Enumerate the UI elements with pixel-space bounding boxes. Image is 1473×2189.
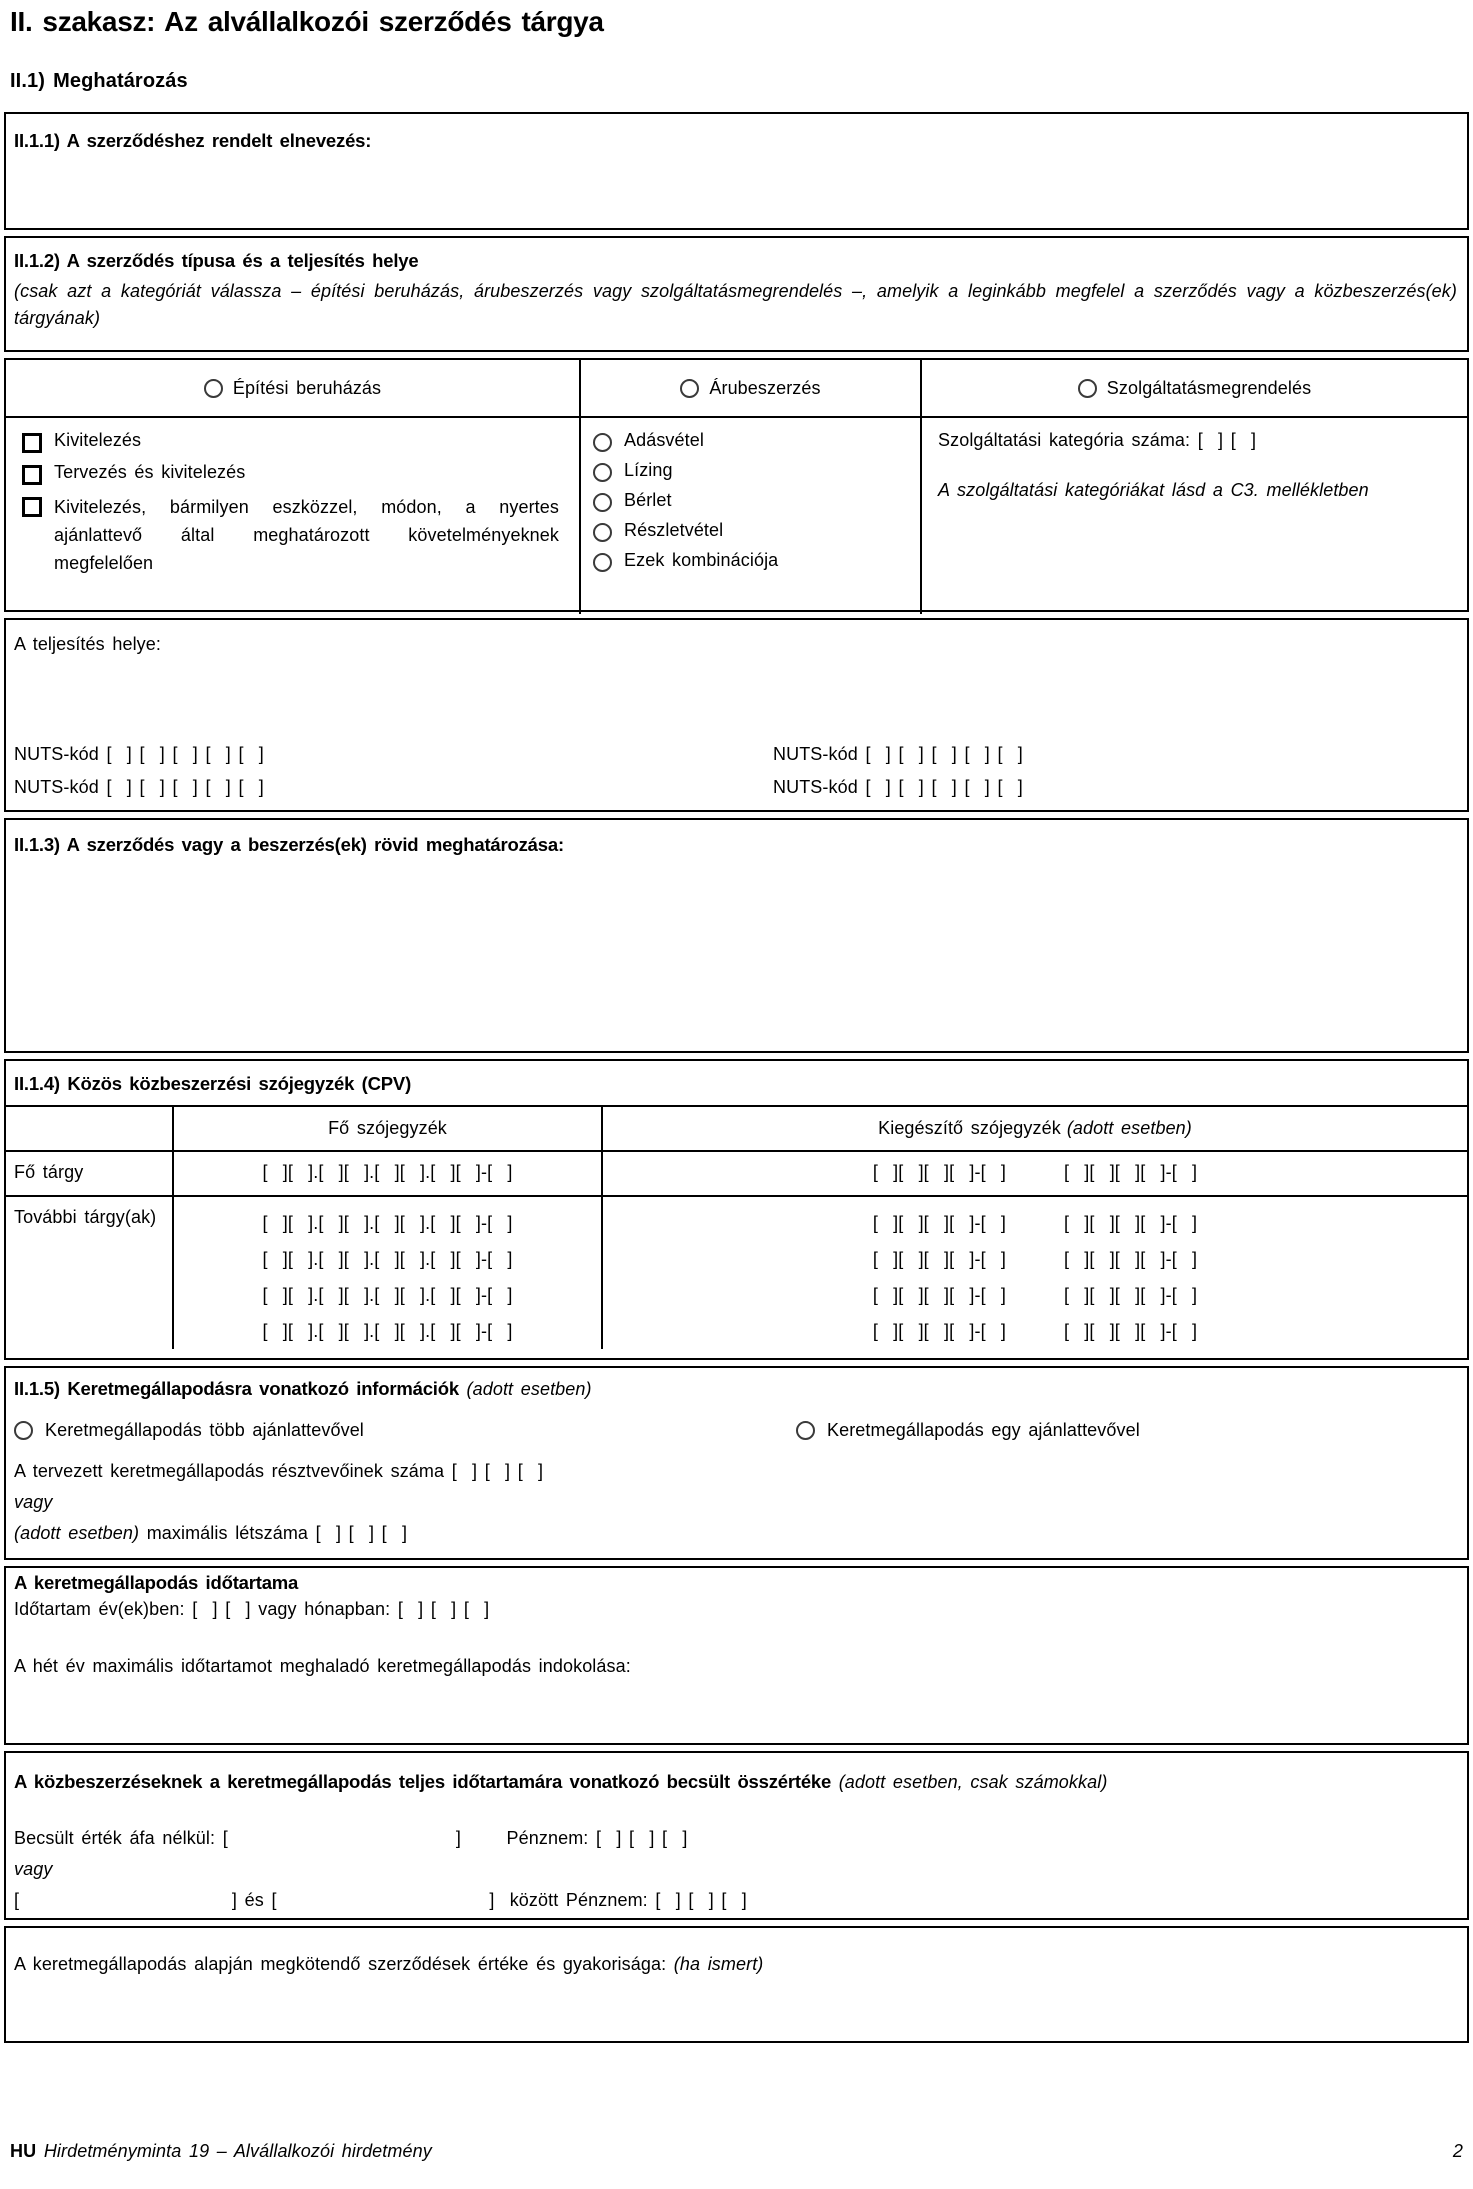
framework-multi-option[interactable]	[14, 1420, 364, 1441]
radio-icon[interactable]	[593, 523, 612, 542]
duration-years-field[interactable]: [ ] [ ]	[192, 1599, 251, 1619]
radio-icon[interactable]	[593, 553, 612, 572]
estimate-label: Becsült érték áfa nélkül:	[14, 1828, 223, 1848]
page-title: II. szakasz: Az alvállalkozói szerződés tárgya	[10, 6, 604, 37]
services-cell	[920, 418, 1467, 614]
supplies-options-cell	[579, 418, 920, 614]
range-between-label: között	[509, 1890, 559, 1910]
currency-field[interactable]: [ ] [ ] [ ]	[596, 1828, 688, 1848]
max-participants-label: maximális létszáma	[146, 1523, 309, 1543]
works-option-label: Kivitelezés	[54, 430, 142, 450]
cpv-row-additional-objects	[6, 1197, 1467, 1349]
framework-info-title-note: (adott esetben)	[466, 1379, 592, 1399]
nuts-row	[14, 744, 1459, 777]
range-min-field[interactable]: [ ]	[14, 1890, 238, 1910]
cpv-main-code-field[interactable]: [ ][ ].[ ][ ].[ ][ ].[ ][ ]-[ ]	[262, 1321, 513, 1341]
contract-type-note: (csak azt a kategóriát válassza – építési beruházás, árubeszerzés vagy szolgáltatásmegrendelés –, amelyik a leginkább megfelel a szerződés vagy a közbeszerzés(ek) tárgyának)	[14, 281, 1457, 328]
footer-doc-label: Hirdetményminta 19 – Alvállalkozói hirdetmény	[43, 2141, 432, 2161]
framework-duration-title: A keretmegállapodás időtartama	[14, 1572, 299, 1593]
or-label: vagy	[14, 1492, 53, 1512]
box-place-of-performance	[4, 618, 1469, 812]
place-label: A teljesítés helye:	[14, 634, 161, 654]
participants-field[interactable]: [ ] [ ] [ ]	[451, 1461, 544, 1481]
cpv-main-code-field[interactable]: [ ][ ].[ ][ ].[ ][ ].[ ][ ]-[ ]	[262, 1249, 513, 1269]
nuts-field[interactable]: [ ] [ ] [ ] [ ] [ ]	[106, 744, 264, 764]
range-currency-field[interactable]: [ ] [ ] [ ]	[655, 1890, 747, 1910]
type-header-services[interactable]	[920, 360, 1467, 416]
footer-doc-info	[10, 2141, 432, 2162]
section-heading: II.1) Meghatározás	[10, 70, 188, 92]
nuts-label: NUTS-kód	[14, 744, 99, 764]
cpv-table	[4, 1105, 1469, 1360]
cpv-supp-code-field[interactable]: [ ][ ][ ][ ]-[ ]	[1064, 1162, 1198, 1182]
framework-info-title: II.1.5) Keretmegállapodásra vonatkozó információk	[14, 1378, 459, 1399]
page-number: 2	[1452, 2141, 1463, 2161]
supplies-option-row[interactable]	[593, 430, 920, 452]
short-description-title: II.1.3) A szerződés vagy a beszerzés(ek) rövid meghatározása:	[14, 834, 564, 855]
cpv-main-code-field[interactable]: [ ][ ].[ ][ ].[ ][ ].[ ][ ]-[ ]	[262, 1285, 513, 1305]
nuts-label: NUTS-kód	[14, 777, 99, 797]
frequency-label: A keretmegállapodás alapján megkötendő szerződések értéke és gyakorisága:	[14, 1954, 674, 1974]
box-short-description	[4, 818, 1469, 1053]
box-framework-info	[4, 1366, 1469, 1560]
cpv-supp-code-field[interactable]: [ ][ ][ ][ ]-[ ]	[872, 1213, 1006, 1233]
service-category-field[interactable]: [ ] [ ]	[1197, 430, 1257, 450]
supplies-option-label: Ezek kombinációja	[624, 550, 779, 570]
cpv-main-header-label: Fő szójegyzék	[328, 1118, 447, 1138]
contract-type-title: II.1.2) A szerződés típusa és a teljesítés helye	[14, 250, 419, 271]
framework-value-title-line	[14, 1771, 1457, 1793]
cpv-supp-code-field[interactable]: [ ][ ][ ][ ]-[ ]	[1064, 1321, 1198, 1341]
participants-line	[14, 1456, 1457, 1487]
radio-icon[interactable]	[14, 1421, 33, 1440]
cpv-supp-code-field[interactable]: [ ][ ][ ][ ]-[ ]	[872, 1249, 1006, 1269]
nuts-row	[14, 777, 1459, 810]
service-category-note: A szolgáltatási kategóriákat lásd a C3. mellékletben	[938, 480, 1369, 500]
service-category-label: Szolgáltatási kategória száma:	[938, 430, 1191, 450]
box-framework-value	[4, 1751, 1469, 1920]
cpv-supp-header	[601, 1107, 1467, 1150]
cpv-supp-code-field[interactable]: [ ][ ][ ][ ]-[ ]	[872, 1162, 1006, 1182]
box-framework-frequency	[4, 1926, 1469, 2043]
works-option-row[interactable]	[22, 462, 573, 485]
duration-label: Időtartam év(ek)ben:	[14, 1599, 185, 1619]
cpv-supp-header-label: Kiegészítő szójegyzék	[878, 1118, 1061, 1138]
max-participants-line	[14, 1518, 1457, 1549]
box-contract-type	[4, 236, 1469, 352]
cpv-row-label: További tárgy(ak)	[14, 1207, 157, 1227]
nuts-field[interactable]: [ ] [ ] [ ] [ ] [ ]	[865, 777, 1023, 797]
cpv-title: II.1.4) Közös közbeszerzési szójegyzék (CPV)	[14, 1073, 412, 1094]
duration-months-label: vagy hónapban:	[258, 1599, 391, 1619]
cpv-supp-code-field[interactable]: [ ][ ][ ][ ]-[ ]	[1064, 1285, 1198, 1305]
duration-justification-label: A hét év maximális időtartamot meghaladó keretmegállapodás indokolása:	[14, 1656, 631, 1676]
cpv-row-label: Fő tárgy	[14, 1162, 84, 1182]
supplies-option-label: Bérlet	[624, 490, 672, 510]
duration-months-field[interactable]: [ ] [ ] [ ]	[397, 1599, 490, 1619]
radio-icon[interactable]	[593, 463, 612, 482]
nuts-field[interactable]: [ ] [ ] [ ] [ ] [ ]	[106, 777, 264, 797]
works-option-row[interactable]	[22, 430, 573, 453]
works-option-row[interactable]	[22, 494, 573, 578]
range-currency-label: Pénznem:	[565, 1890, 648, 1910]
supplies-header-label: Árubeszerzés	[709, 377, 821, 398]
max-participants-note: (adott esetben)	[14, 1523, 140, 1543]
checkbox-icon[interactable]	[22, 433, 42, 453]
works-options-cell	[6, 418, 579, 614]
cpv-main-header	[172, 1107, 601, 1150]
cpv-header-empty-cell	[6, 1107, 172, 1150]
footer-language-code: HU	[10, 2141, 37, 2161]
estimate-line	[14, 1823, 1457, 1854]
radio-icon[interactable]	[593, 433, 612, 452]
cpv-supp-code-field[interactable]: [ ][ ][ ][ ]-[ ]	[872, 1321, 1006, 1341]
box-framework-duration	[4, 1566, 1469, 1745]
box-cpv	[4, 1059, 1469, 1360]
type-header-supplies[interactable]	[579, 360, 920, 416]
cpv-header-row	[6, 1107, 1467, 1152]
works-radio-icon[interactable]	[204, 379, 223, 398]
cpv-supp-code-field[interactable]: [ ][ ][ ][ ]-[ ]	[872, 1285, 1006, 1305]
value-range-line	[14, 1885, 1457, 1916]
framework-value-title-note: (adott esetben, csak számokkal)	[838, 1772, 1108, 1792]
nuts-label: NUTS-kód	[773, 744, 858, 764]
cpv-supp-code-field[interactable]: [ ][ ][ ][ ]-[ ]	[1064, 1213, 1198, 1233]
services-header-label: Szolgáltatásmegrendelés	[1106, 377, 1312, 398]
contract-type-header-row	[6, 360, 1467, 418]
framework-multi-label: Keretmegállapodás több ajánlattevővel	[45, 1420, 364, 1440]
services-radio-icon[interactable]	[1078, 379, 1097, 398]
works-option-label: Tervezés és kivitelezés	[54, 462, 246, 482]
cpv-supp-code-field[interactable]: [ ][ ][ ][ ]-[ ]	[1064, 1249, 1198, 1269]
nuts-label: NUTS-kód	[773, 777, 858, 797]
nuts-entry	[14, 744, 264, 764]
nuts-entry	[773, 744, 1023, 765]
checkbox-icon[interactable]	[22, 497, 42, 517]
frequency-line	[6, 1928, 1467, 1975]
contract-name-title: II.1.1) A szerződéshez rendelt elnevezés:	[14, 130, 372, 151]
cpv-main-code-field[interactable]: [ ][ ].[ ][ ].[ ][ ].[ ][ ]-[ ]	[262, 1162, 513, 1182]
supplies-option-row[interactable]	[593, 460, 920, 482]
checkbox-icon[interactable]	[22, 465, 42, 485]
nuts-field[interactable]: [ ] [ ] [ ] [ ] [ ]	[865, 744, 1023, 764]
currency-label: Pénznem:	[506, 1828, 589, 1848]
type-header-works[interactable]	[6, 360, 579, 416]
spacer	[461, 1828, 507, 1848]
framework-single-label: Keretmegállapodás egy ajánlattevővel	[827, 1420, 1140, 1440]
framework-single-option[interactable]	[796, 1420, 1140, 1441]
duration-line	[14, 1594, 1457, 1625]
box-contract-name	[4, 112, 1469, 230]
nuts-entry	[773, 777, 1023, 798]
frequency-note: (ha ismert)	[673, 1954, 764, 1974]
nuts-entry	[14, 777, 264, 797]
radio-icon[interactable]	[593, 493, 612, 512]
contract-type-table	[4, 358, 1469, 612]
supplies-option-label: Lízing	[624, 460, 673, 480]
value-or-label: vagy	[14, 1859, 53, 1879]
supplies-option-label: Adásvétel	[624, 430, 704, 450]
cpv-supp-header-note: (adott esetben)	[1066, 1118, 1192, 1138]
range-and-label: és	[237, 1890, 272, 1910]
cpv-row-main-object	[6, 1152, 1467, 1197]
estimate-value-field[interactable]: [ ]	[222, 1828, 461, 1848]
cpv-main-code-field[interactable]: [ ][ ].[ ][ ].[ ][ ].[ ][ ]-[ ]	[262, 1213, 513, 1233]
works-option-label: Kivitelezés, bármilyen eszközzel, módon, a nyertes ajánlattevő által meghatározott követelményeknek megfelelően	[54, 497, 559, 573]
supplies-option-row[interactable]	[593, 490, 920, 512]
spacer	[494, 1890, 509, 1910]
range-max-field[interactable]: [ ]	[271, 1890, 495, 1910]
radio-icon[interactable]	[796, 1421, 815, 1440]
page-footer	[10, 2141, 1463, 2162]
max-participants-field[interactable]: [ ] [ ] [ ]	[315, 1523, 408, 1543]
supplies-radio-icon[interactable]	[680, 379, 699, 398]
supplies-option-row[interactable]	[593, 550, 920, 572]
works-header-label: Építési beruházás	[232, 377, 382, 398]
framework-value-title: A közbeszerzéseknek a keretmegállapodás teljes időtartamára vonatkozó becsült összértéke	[14, 1771, 832, 1792]
supplies-option-label: Részletvétel	[624, 520, 724, 540]
participants-label: A tervezett keretmegállapodás résztvevőinek száma	[14, 1461, 445, 1481]
supplies-option-row[interactable]	[593, 520, 920, 542]
